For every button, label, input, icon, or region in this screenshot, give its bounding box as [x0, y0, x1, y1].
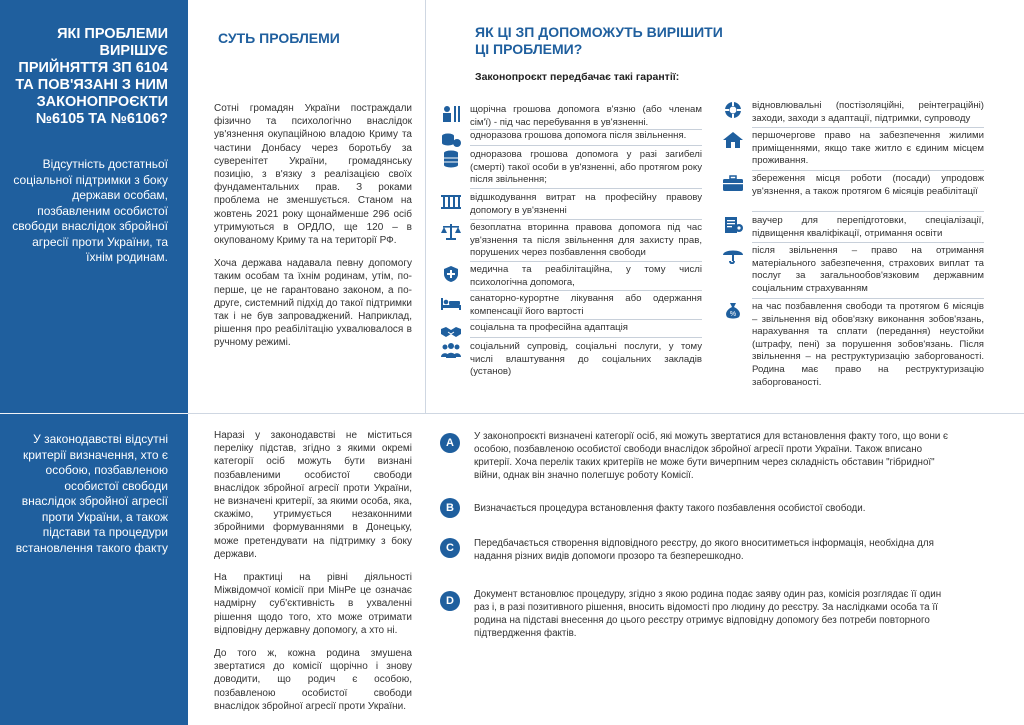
problem-two-text: У законодавстві відсутні критерії визначення, хто є особою, позбавленою особистої свободи внаслідок збройної агресії проти України, а також підстави та процедури встановлення такого факту: [15, 432, 168, 555]
guarantee-text: першочергове право на забезпечення жилими приміщеннями, якщо таке житло є єдиним місцем проживання.: [752, 130, 984, 167]
umbrella-icon: [722, 246, 744, 264]
svg-text:%: %: [729, 311, 737, 318]
medical-shield-icon: [440, 265, 462, 283]
item-divider: [470, 188, 702, 189]
coins-icon: [440, 131, 462, 149]
house-icon: [722, 131, 744, 149]
lifebuoy-icon: [722, 101, 744, 119]
item-divider: [752, 242, 984, 243]
guarantee-item: [440, 192, 702, 217]
guarantee-item: [722, 301, 984, 389]
prisoner-icon: [440, 105, 462, 123]
point-a-badge: A: [440, 433, 460, 453]
guarantee-text: соціальний супровід, соціальні послуги, у тому числі влаштування до соціальних закладів (установ): [470, 341, 702, 378]
guarantee-text: одноразова грошова допомога після звільнення.: [470, 130, 687, 141]
item-divider: [470, 319, 702, 320]
guarantee-text: щорічна грошова допомога в'язню (або членам сім'ї) - під час перебування в ув'язненні.: [470, 104, 702, 128]
section-essence-heading: СУТЬ ПРОБЛЕМИ: [218, 30, 340, 46]
guarantee-text: відшкодування витрат на професійну правову допомогу в ув'язненні: [470, 192, 702, 216]
guarantee-item: [722, 173, 984, 198]
essence-paragraph: Сотні громадян України постраждали фізично та психологічно внаслідок ув'язнення окупаційною владою Криму та частини Донбасу через боротьбу за суверенітет України, громадянську позицію, з в'язку з реалізацією своїх фундаментальних прав. З роками проблема не зменшується. Станом на жовтень 2021 року щонайменше 296 осіб утримуються в ОРДЛО, ще 120 – в окупованому Криму та на території РФ.: [214, 103, 412, 247]
point-b-text: Визначається процедура встановлення факту такого позбавлення особистої свободи.: [474, 503, 866, 514]
guarantee-item: [440, 130, 702, 149]
guarantee-item: [440, 222, 702, 260]
point-c-text: Передбачається створення відповідного реєстру, до якого вноситиметься інформація, необхідна для надання різних видів допомоги прозоро та безперешкодно.: [474, 538, 934, 562]
item-divider: [470, 261, 702, 262]
voucher-icon: [722, 216, 744, 234]
guarantee-text: на час позбавлення свободи та протягом 6 місяців – звільнення від обов'язку виконання зобов'язань, нарахування та сплати (передання) неустойки (штрафу, пені) за порушення зобов'язань. Після звільнення – на реструктуризацію заборгованості. Родина має право на реструктуризацію заборгованості.: [752, 301, 984, 388]
guarantee-text: санаторно-курортне лікування або одержання компенсації його вартості: [470, 293, 702, 317]
guarantee-item: [440, 293, 702, 318]
money-bag-icon: [722, 302, 744, 320]
guarantee-text: безоплатна вторинна правова допомога під час ув'язнення та після звільнення для захисту прав, порушених через позбавлення свободи: [470, 222, 702, 259]
sidebar-title: ЯКІ ПРОБЛЕМИ ВИРІШУЄ ПРИЙНЯТТЯ ЗП 6104 ТА ПОВ'ЯЗАНІ З НИМ ЗАКОНОПРОЄКТИ №6105 ТА №6106?: [15, 26, 168, 127]
people-group-icon: [440, 342, 462, 360]
guarantee-item: [440, 264, 702, 289]
point-c-badge: C: [440, 538, 460, 558]
point-d-text: Документ встановлює процедуру, згідно з якою родина подає заяву один раз, комісія розглядає її один раз і, в разі позитивного рішення, вносить відомості про людину до реєстру. За наслідками особа та її родина на підставі внесення до цього реєстру отримує відповідну допомогу без потреби повторного підтвердження фактів.: [474, 589, 942, 639]
item-divider: [752, 170, 984, 171]
coin-stack-icon: [440, 150, 462, 168]
bed-icon: [440, 294, 462, 312]
section-solution-heading: ЯК ЦІ ЗП ДОПОМОЖУТЬ ВИРІШИТИ ЦІ ПРОБЛЕМИ?: [475, 24, 723, 57]
vertical-divider: [425, 0, 426, 413]
essence-text: [214, 102, 412, 360]
guarantee-item: [440, 341, 702, 379]
guarantee-text: збереження місця роботи (посади) упродовж ув'язнення, а також протягом 6 місяців реабілітації: [752, 173, 984, 197]
sidebar-divider: [0, 413, 188, 414]
criteria-paragraph: На практиці на рівні діяльності Міжвідомчої комісії при МінРе це означає надмірну суб'єктивність в ухваленні рішення щодо того, хто може отримати відповідну державну допомогу, а хто ні.: [214, 572, 412, 636]
scales-icon: [440, 223, 462, 241]
item-divider: [470, 219, 702, 220]
item-divider: [470, 145, 702, 146]
guarantee-text: після звільнення – право на отримання матеріального забезпечення, страхових виплат та послуг за загальнообов'язковим державним соціальним страхуванням: [752, 245, 984, 294]
guarantee-item: [722, 245, 984, 295]
guarantee-text: одноразова грошова допомога у разі загибелі (смерті) такої особи в ув'язненні, або протягом року після звільнення;: [470, 149, 702, 186]
essence-paragraph: Хоча держава надавала певну допомогу таким особам та їхнім родинам, утім, по-перше, це не гарантовано законом, а по-друге, системний підхід до такої підтримки так і не був запроваджений. Наприклад, рішення про реабілітацію ухвалювалося в ручному режимі.: [214, 258, 412, 349]
handshake-icon: [440, 323, 462, 341]
briefcase-icon: [722, 174, 744, 192]
point-d-badge: D: [440, 591, 460, 611]
guarantee-item: [722, 215, 984, 240]
guarantee-item: [440, 104, 702, 129]
guarantee-item: [440, 149, 702, 187]
guarantee-text: медична та реабілітаційна, у тому числі психологічна допомога,: [470, 264, 702, 288]
point-a-text: У законопроєкті визначені категорії осіб, які можуть звертатися для встановлення факту того, що вони є особою, позбавленою особистої свободи внаслідок збройної агресії проти України. Також вписано критерії. Хоча перелік таких критеріїв не може бути вичерпним через складність обставин "гібридної" війни, однак він значно полегшує роботу Комісії.: [474, 431, 949, 481]
item-divider: [752, 298, 984, 299]
guarantees-subheading: Законопроєкт передбачає такі гарантії:: [475, 71, 680, 83]
guarantee-item: [722, 100, 984, 125]
prison-bars-icon: [440, 193, 462, 211]
guarantee-item: [722, 130, 984, 168]
guarantee-text: соціальна та професійна адаптація: [470, 322, 628, 333]
criteria-text: [214, 429, 412, 723]
item-divider: [470, 337, 702, 338]
item-divider: [752, 211, 984, 212]
problem-one-text: Відсутність достатньої соціальної підтримки з боку держави особам, позбавленим особистої свободи внаслідок збройної агресії проти України, та їхнім родинам.: [12, 157, 168, 264]
guarantee-item: [440, 322, 702, 341]
criteria-paragraph: До того ж, кожна родина змушена звертатися до комісії щорічно і знову доводити, що родич є особою, позбавленою особистої свободи внаслідок збройної агресії проти України.: [214, 648, 412, 712]
item-divider: [752, 127, 984, 128]
guarantee-text: відновлювальні (постізоляційні, реінтеграційні) заходи, заходи з адаптації, підтримки, супроводу: [752, 100, 984, 124]
point-b-badge: B: [440, 498, 460, 518]
item-divider: [470, 290, 702, 291]
guarantee-text: ваучер для перепідготовки, спеціалізації, підвищення кваліфікації, отримання освіти: [752, 215, 984, 239]
criteria-paragraph: Наразі у законодавстві не міститься переліку підстав, згідно з якими окремі категорії осіб можуть бути визнані позбавленими особистої свободи внаслідок збройної агресії проти України, не визначені критерії, за якими особа, яка, скажімо, утримується незаконними збройними формуваннями в Донецьку, може претендувати на підтримку з боку держави.: [214, 430, 412, 560]
